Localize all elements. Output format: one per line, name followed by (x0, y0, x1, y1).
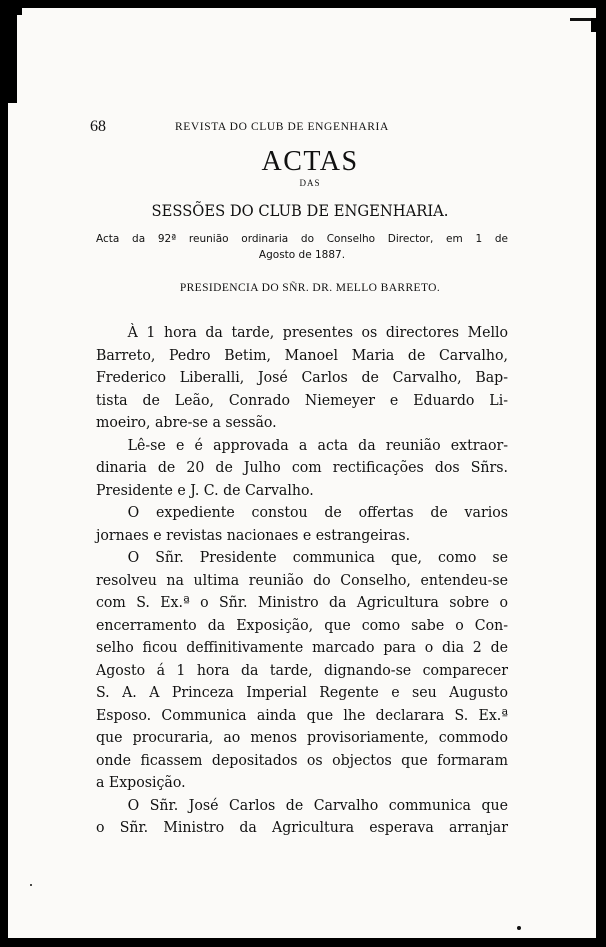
body-line: Barreto, Pedro Betim, Manoel Maria de Carvalho, (96, 345, 508, 364)
body-line: Frederico Liberalli, José Carlos de Carvalho, Bap- (96, 368, 508, 386)
body-line: a Exposição. (96, 773, 186, 791)
body-line: Agosto á 1 hora da tarde, dignando-se comparecer (96, 660, 508, 679)
body-line: Esposo. Communica ainda que lhe declarara S. Ex.ª (96, 705, 508, 724)
scan-edge-mark (8, 8, 22, 15)
scan-edge-mark (8, 8, 17, 103)
body-line: onde ficassem depositados os objectos que formaram (96, 750, 508, 769)
page-number: 68 (90, 118, 106, 135)
journal-title: REVISTA DO CLUB DE ENGENHARIA (175, 121, 389, 133)
body-line: À 1 hora da tarde, presentes os directores Mello (127, 323, 508, 341)
body-line: dinaria de 20 de Julho com rectificações dos Sñrs. (96, 458, 508, 476)
body-line: O Sñr. Presidente communica que, como se (127, 548, 508, 566)
body-line: Lê-se e é approvada a acta da reunião extraor- (127, 435, 508, 454)
section-das: DAS (299, 178, 321, 188)
body-line: jornaes e revistas nacionaes e estrangeiras. (96, 525, 411, 544)
acta-meta (96, 231, 508, 263)
acta-meta-line: Agosto de 1887. (258, 249, 346, 261)
body-line: S. A. A Princeza Imperial Regente e seu Augusto (96, 683, 508, 701)
body-line: que procuraria, ao menos provisoriamente, commodo (96, 728, 508, 746)
presidency-line: PRESIDENCIA DO SÑR. DR. MELLO BARRETO. (179, 282, 441, 294)
scan-edge-mark (591, 18, 596, 32)
body-text (96, 321, 508, 839)
acta-meta-line: Acta da 92ª reunião ordinaria do Conselho Director, em 1 de (96, 233, 508, 245)
body-line: O expediente constou de offertas de varios (127, 503, 508, 521)
scan-speck (517, 926, 521, 930)
scan-speck (30, 884, 32, 886)
body-line: o Sñr. Ministro da Agricultura esperava arranjar (96, 818, 508, 836)
body-line: encerramento da Exposição, que como sabe o Con- (96, 615, 508, 634)
body-line: com S. Ex.ª o Sñr. Ministro da Agricultura sobre o (96, 593, 508, 611)
section-subtitle: SESSÕES DO CLUB DE ENGENHARIA. (151, 201, 449, 220)
body-line: tista de Leão, Conrado Niemeyer e Eduardo Li- (96, 390, 508, 409)
body-line: selho ficou deffinitivamente marcado para o dia 2 de (96, 638, 508, 656)
body-line: moeiro, abre-se a sessão. (96, 413, 277, 431)
body-line: O Sñr. José Carlos de Carvalho communica que (127, 795, 508, 814)
body-line: Presidente e J. C. de Carvalho. (96, 480, 314, 499)
running-head (90, 118, 510, 138)
body-line: resolveu na ultima reunião do Conselho, entendeu-se (96, 570, 508, 589)
section-title: ACTAS (261, 146, 359, 177)
document-page (8, 8, 596, 938)
